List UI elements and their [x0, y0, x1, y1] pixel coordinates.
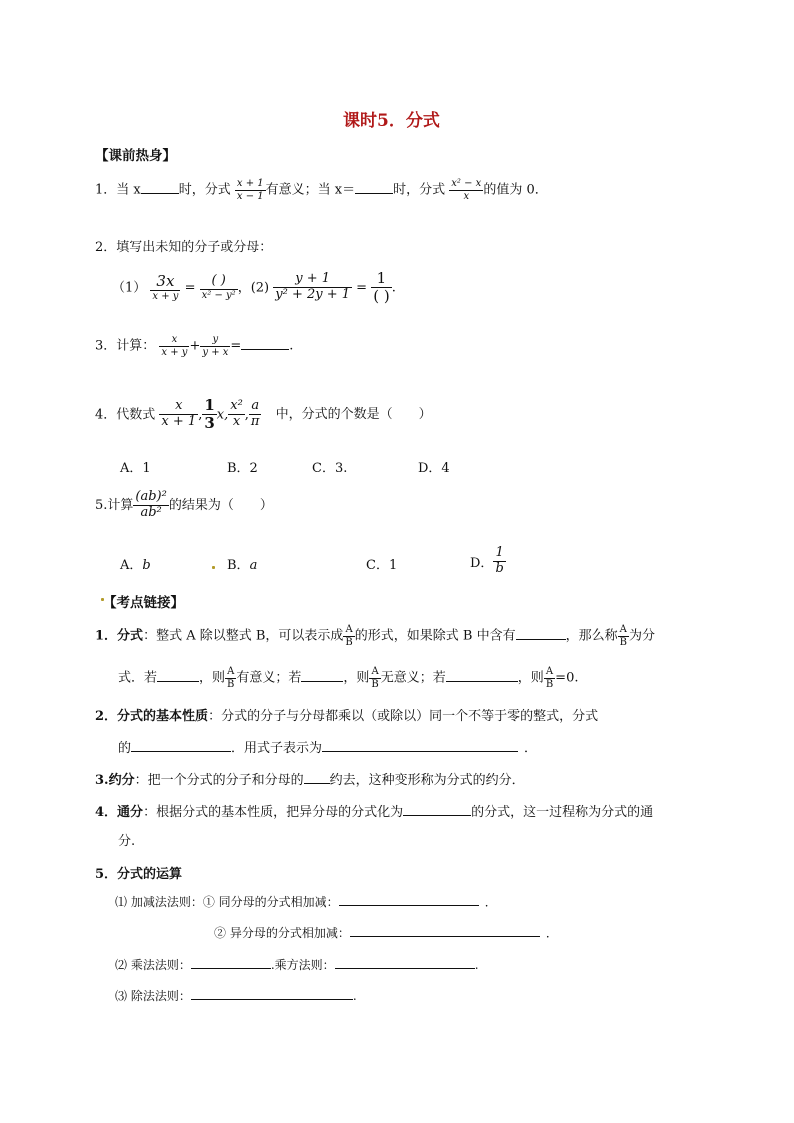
q4-option-b[interactable]: B．2	[227, 461, 258, 476]
item-3-label: 约分	[108, 773, 135, 788]
q5-option-c[interactable]: C．1	[366, 558, 398, 573]
q3-plus: +	[189, 338, 201, 354]
q4-tail: 中，分式的个数是（ ）	[275, 407, 432, 423]
item-2-line-2: 的 ．用式子表示为 ．	[118, 741, 538, 756]
item-1-line-2: 式．若 ，则 $\frac{A}{B}$ 有意义；若 ，则 $\frac{A}{B}$ 无意义；若 ，则 $\frac{A}{B}$ =0.	[118, 666, 579, 690]
q2-fraction-c: $\frac{y + 1}{\text{y² + 2y + 1}}$	[275, 271, 351, 303]
q2-period: .	[391, 280, 396, 296]
question-2-equations	[112, 270, 396, 306]
q4-fraction-b: $\frac{1}{3}$	[204, 396, 215, 433]
rule-add-sub-line-2: ② 异分母的分式相加减： ．	[214, 926, 558, 940]
item-1-blank-2[interactable]	[157, 669, 199, 682]
item-1-fraction-5: $\frac{A}{B}$	[545, 666, 554, 690]
q5-fraction: $\frac{\text{(ab)²}}{\text{ab²}}$	[135, 489, 167, 520]
item-1-blank-1[interactable]	[516, 627, 566, 640]
q1-text-d: 时，分式	[393, 182, 446, 198]
q3-fraction-a: $\frac{x}{x + y}$	[161, 334, 188, 358]
rule-power-blank[interactable]	[335, 956, 475, 969]
q3-fraction-b: $\frac{y}{y + x}$	[202, 334, 229, 358]
q2-part-1-label: （1）	[112, 280, 147, 296]
q4-text: 4．代数式	[95, 407, 156, 423]
rule-add-sub-line-1: ⑴ 加减法法则：① 同分母的分式相加减： ．	[115, 895, 497, 909]
q3-period: .	[289, 338, 294, 354]
question-3	[95, 334, 293, 358]
q4-fraction-c: $\frac{\text{x²}}{x}$	[230, 398, 243, 430]
q5-option-b[interactable]: B．a	[227, 558, 258, 573]
q1-text-a: 1．当 x	[95, 182, 141, 198]
q4-option-c[interactable]: C．3.	[312, 461, 348, 476]
q4-option-a[interactable]: A．1	[120, 461, 151, 476]
item-1-line-1: 1．分式：整式 A 除以整式 B，可以表示成 $\frac{A}{B}$ 的形式，如果除式 B 中含有 ，那么称 $\frac{A}{B}$ 为分	[95, 624, 655, 648]
question-4	[95, 397, 432, 433]
item-4-label: 通分	[117, 805, 144, 820]
item-1-fraction-1: $\frac{A}{B}$	[345, 624, 353, 648]
q1-text-c: 有意义；当 x＝	[265, 182, 356, 198]
item-2-blank-1[interactable]	[131, 739, 231, 752]
question-2: 2．填写出未知的分子或分母：	[95, 240, 273, 255]
item-4-line-2: 分.	[118, 834, 136, 849]
rule-multiply-blank[interactable]	[191, 956, 271, 969]
q3-equals: =	[230, 338, 242, 354]
q2-fraction-a: $\frac{3x}{x + y}$	[152, 271, 179, 303]
rule-divide-blank[interactable]	[191, 987, 353, 1000]
q4-fraction-a: $\frac{x}{x + 1}$	[161, 398, 197, 430]
q3-text: 3．计算：	[95, 338, 156, 354]
q2-fraction-b: $\frac{( )}{\text{x² − y²}}$	[201, 273, 236, 301]
item-1-fraction-2: $\frac{A}{B}$	[619, 624, 627, 648]
q1-fraction-1: $\frac{x + 1}{x - 1}$	[236, 178, 264, 202]
q2-fraction-d: $\frac{1}{( )}$	[373, 269, 390, 306]
warmup-heading: 【课前热身】	[95, 148, 176, 164]
q4-term-b-tail: x,	[216, 407, 229, 423]
rule-same-denominator-blank[interactable]	[339, 893, 479, 906]
stray-mark	[212, 566, 215, 569]
q1-fraction-2: $\frac{\text{x² − x}}{x}$	[451, 178, 482, 202]
q5-option-a[interactable]: A．b	[120, 558, 151, 573]
item-3: 3.约分：把一个分式的分子和分母的 约去，这种变形称为分式的约分．	[95, 773, 525, 788]
q5-option-d-fraction: $\frac{1}{b}$	[495, 545, 504, 576]
q5-option-d[interactable]: D． $\frac{1}{b}$	[470, 545, 504, 576]
item-4-blank[interactable]	[403, 803, 471, 816]
q3-blank[interactable]	[241, 337, 289, 350]
item-4-line-1: 4．通分：根据分式的基本性质，把异分母的分式化为 的分式，这一过程称为分式的通	[95, 805, 654, 820]
item-5: 5．分式的运算	[95, 867, 183, 882]
q2-equals-2: =	[356, 280, 368, 296]
item-3-blank[interactable]	[304, 771, 330, 784]
q1-text-b: 时，分式	[178, 182, 231, 198]
rule-multiply: ⑵ 乘法法则： .乘方法则： .	[115, 958, 479, 972]
question-1	[95, 178, 548, 202]
page-title: 课时5．分式	[343, 111, 440, 131]
item-2-blank-2[interactable]	[322, 739, 518, 752]
q4-comma-1: ,	[198, 407, 203, 423]
item-1-fraction-4: $\frac{A}{B}$	[371, 666, 379, 690]
q1-blank-1[interactable]	[141, 181, 179, 194]
q4-option-d[interactable]: D．4	[418, 461, 450, 476]
item-1-label: 分式	[117, 628, 144, 644]
item-1-blank-3[interactable]	[301, 669, 343, 682]
item-5-label: 分式的运算	[117, 867, 183, 882]
item-2-line-1: 2．分式的基本性质：分式的分子与分母都乘以（或除以）同一个不等于零的整式，分式	[95, 709, 599, 724]
links-heading: 【考点链接】	[103, 595, 184, 611]
item-2-label: 分式的基本性质	[117, 709, 209, 724]
item-1-blank-4[interactable]	[446, 669, 518, 682]
q2-part-2-label: ，(2)	[237, 280, 270, 296]
q5-text: 5.计算	[95, 497, 134, 513]
question-5	[95, 490, 273, 521]
item-1-fraction-3: $\frac{A}{B}$	[227, 666, 235, 690]
rule-divide: ⑶ 除法法则： .	[115, 989, 357, 1003]
rule-different-denominator-blank[interactable]	[350, 924, 540, 937]
q4-comma-3: ,	[244, 407, 249, 423]
q1-blank-2[interactable]	[355, 181, 393, 194]
q1-text-e: 的值为 0．	[483, 182, 548, 198]
q2-equals-1: =	[184, 280, 196, 296]
q5-tail: 的结果为（ ）	[168, 497, 273, 513]
q4-fraction-d: $\frac{a}{\pi}$	[250, 398, 260, 430]
